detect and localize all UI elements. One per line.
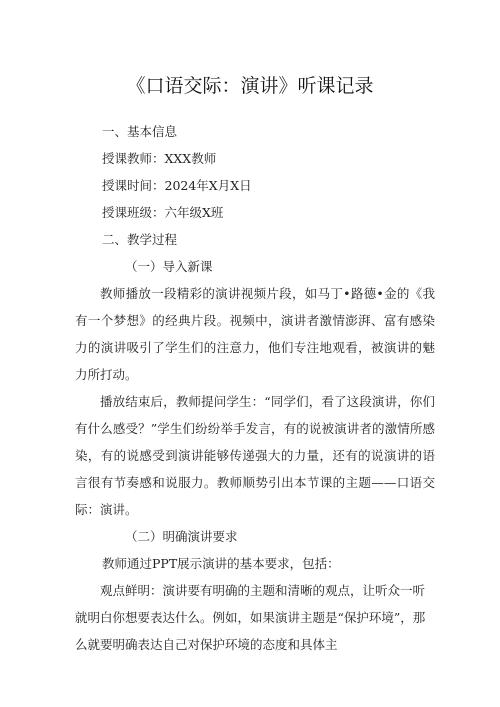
- section-heading-process: 二、教学过程: [102, 232, 178, 247]
- paragraph-question: 播放结束后，教师提问学生：“同学们，看了这段演讲，你们有什么感受？”学生们纷纷举手发言，有的说被演讲者的激情所感染，有的说感受到演讲能够传递强大的力量，还有的说演讲的语言很有节奏感和说服力。教师顺势引出本节课的主题——口语交际：演讲。: [75, 394, 435, 517]
- document-body: [75, 118, 435, 658]
- subheading-intro: （一）导入新课: [125, 259, 213, 274]
- paragraph-video: 教师播放一段精彩的演讲视频片段，如马丁•路德•金的《我有一个梦想》的经典片段。视频中，演讲者激情澎湃、富有感染力的演讲吸引了学生们的注意力，他们专注地观看，被演讲的魅力所打动。: [75, 286, 435, 382]
- paragraph-clear-viewpoint: 观点鲜明：演讲要有明确的主题和清晰的观点，让听众一听就明白你想要表达什么。例如，如果演讲主题是“保护环境”，那么就要明确表达自己对保护环境的态度和具体主: [75, 583, 426, 652]
- info-class: 授课班级：六年级X班: [102, 205, 224, 220]
- info-teacher: 授课教师：XXX教师: [102, 151, 217, 166]
- document-title: 《口语交际：演讲》听课记录: [126, 75, 374, 97]
- paragraph-ppt: 教师通过PPT展示演讲的基本要求，包括：: [102, 556, 340, 571]
- info-time: 授课时间：2024年X月X日: [102, 178, 252, 193]
- subheading-requirements: （二）明确演讲要求: [125, 529, 238, 544]
- section-heading-basic-info: 一、基本信息: [102, 124, 178, 139]
